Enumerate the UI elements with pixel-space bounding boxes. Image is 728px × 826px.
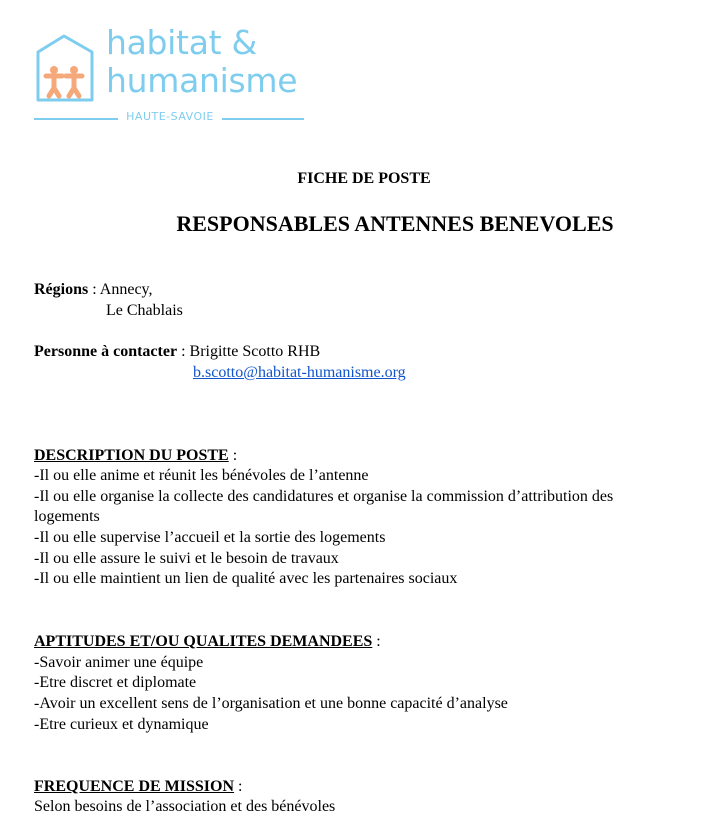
frequency-heading-row bbox=[34, 777, 242, 797]
regions-label: Régions bbox=[34, 281, 89, 298]
organization-logo bbox=[34, 23, 306, 130]
description-item: -Il ou elle organise la collecte des candidatures et organise la commission d’attribution des bbox=[34, 488, 614, 505]
logo-line-2: humanisme bbox=[106, 61, 298, 100]
contact-row bbox=[34, 342, 320, 362]
logo-divider-right bbox=[222, 118, 304, 120]
logo-divider-left bbox=[34, 118, 118, 120]
separator: : bbox=[88, 281, 100, 298]
aptitude-item: -Etre discret et diplomate bbox=[34, 674, 197, 691]
aptitudes-heading: APTITUDES ET/OU QUALITES DEMANDEES bbox=[34, 633, 373, 650]
aptitude-item: -Savoir animer une équipe bbox=[34, 654, 204, 671]
description-heading: DESCRIPTION DU POSTE bbox=[34, 447, 229, 464]
regions-row bbox=[34, 280, 153, 300]
separator: : bbox=[372, 633, 381, 650]
separator: : bbox=[177, 343, 190, 360]
house-family-icon bbox=[34, 32, 98, 104]
aptitudes-heading-row bbox=[34, 632, 381, 652]
contact-label: Personne à contacter bbox=[34, 343, 178, 360]
aptitude-item: -Avoir un excellent sens de l’organisation et une bonne capacité d’analyse bbox=[34, 695, 508, 712]
contact-name: Brigitte Scotto RHB bbox=[189, 343, 321, 360]
frequency-text: Selon besoins de l’association et des bénévoles bbox=[34, 798, 336, 815]
region-value: Annecy, bbox=[99, 281, 153, 298]
description-item: logements bbox=[34, 508, 100, 525]
description-item: -Il ou elle assure le suivi et le besoin de travaux bbox=[34, 550, 339, 567]
description-item: -Il ou elle anime et réunit les bénévoles de l’antenne bbox=[34, 467, 369, 484]
description-item: -Il ou elle supervise l’accueil et la sortie des logements bbox=[34, 529, 386, 546]
job-title: RESPONSABLES ANTENNES BENEVOLES bbox=[176, 211, 614, 236]
frequency-heading: FREQUENCE DE MISSION bbox=[34, 778, 235, 795]
region-value: Le Chablais bbox=[106, 302, 183, 319]
logo-line-1: habitat & bbox=[106, 23, 257, 62]
document-type: FICHE DE POSTE bbox=[297, 170, 431, 187]
contact-email-link[interactable]: b.scotto@habitat-humanisme.org bbox=[193, 364, 406, 381]
separator: : bbox=[234, 778, 243, 795]
description-heading-row bbox=[34, 446, 237, 466]
separator: : bbox=[228, 447, 238, 464]
logo-subtitle: HAUTE-SAVOIE bbox=[126, 110, 214, 123]
description-item: -Il ou elle maintient un lien de qualité avec les partenaires sociaux bbox=[34, 570, 458, 587]
aptitude-item: -Etre curieux et dynamique bbox=[34, 716, 209, 733]
